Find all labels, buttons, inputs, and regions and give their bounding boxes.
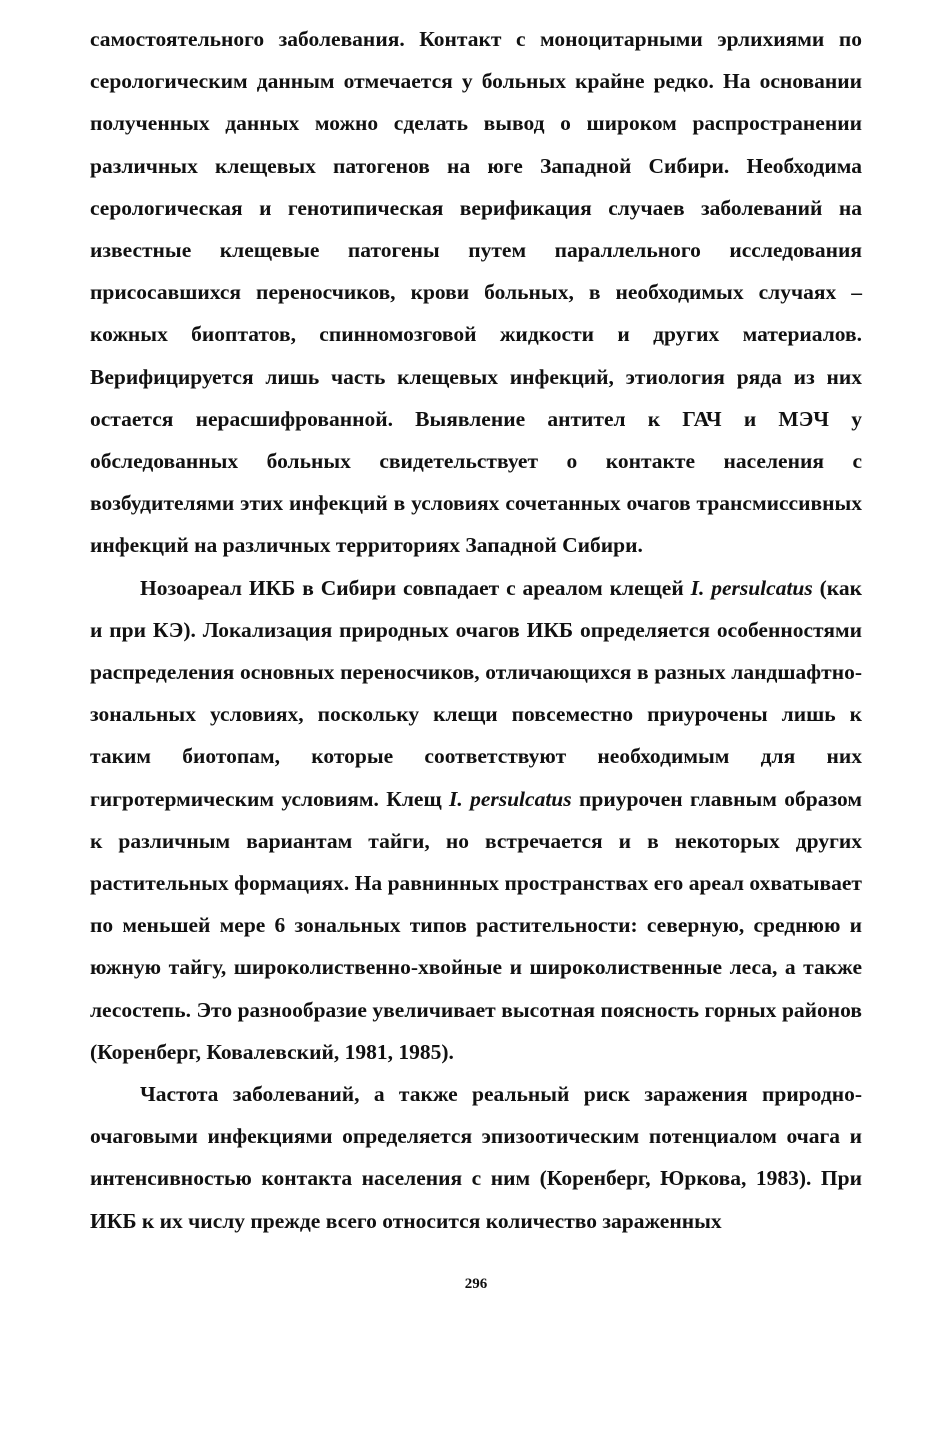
paragraph-3	[90, 1073, 862, 1242]
paragraph-1-text: самостоятельного заболевания. Контакт с моноцитарными эрлихиями по серологическим данным отмечается у больных крайне редко. На основании полученных данных можно сделать вывод о широком распространении различных клещевых патогенов на юге Западной Сибири. Необходима серологическая и генотипическая верификация случаев заболеваний на известные клещевые патогены путем параллельного исследования присосавшихся переносчиков, крови больных, в необходимых случаях – кожных биоптатов, спинномозговой жидкости и других материалов. Верифицируется лишь часть клещевых инфекций, этиология ряда из них остается нерасшифрованной. Выявление антител к ГАЧ и МЭЧ у обследованных больных свидетельствует о контакте населения с возбудителями этих инфекций в условиях сочетанных очагов трансмиссивных инфекций на различных территориях Западной Сибири.	[90, 27, 862, 558]
paragraph-2-text-c: приурочен главным образом к различным вариантам тайги, но встречается и в некоторых других растительных формациях. На равнинных пространствах его ареал охватывает по меньшей мере 6 зональных типов растительности: северную, среднюю и южную тайгу, широколиственно-хвойные и широколиственные леса, а также лесостепь. Это разнообразие увеличивает высотная поясность горных районов (Коренберг, Ковалевский, 1981, 1985).	[90, 786, 862, 1064]
page-number: 296	[464, 1276, 488, 1292]
paragraph-2-text-a: Нозоареал ИКБ в Сибири совпадает с ареалом клещей	[140, 575, 691, 600]
species-name-italic: I. persulcatus	[690, 575, 813, 600]
paragraph-1	[90, 18, 862, 567]
species-name-italic: I. persulcatus	[448, 786, 572, 811]
document-page	[90, 18, 862, 1242]
paragraph-2-text-b: (как и при КЭ). Локализация природных очагов ИКБ определяется особенностями распределения основных переносчиков, отличающихся в разных ландшафтно-зональных условиях, поскольку клещи повсеместно приурочены лишь к таким биотопам, которые соответствуют необходимым для них гигротермическим условиям. Клещ	[90, 575, 862, 811]
paragraph-3-text: Частота заболеваний, а также реальный риск заражения природно-очаговыми инфекциями определяется эпизоотическим потенциалом очага и интенсивностью контакта населения с ним (Коренберг, Юркова, 1983). При ИКБ к их числу прежде всего относится количество зараженных	[90, 1082, 862, 1233]
paragraph-2	[90, 567, 862, 1073]
